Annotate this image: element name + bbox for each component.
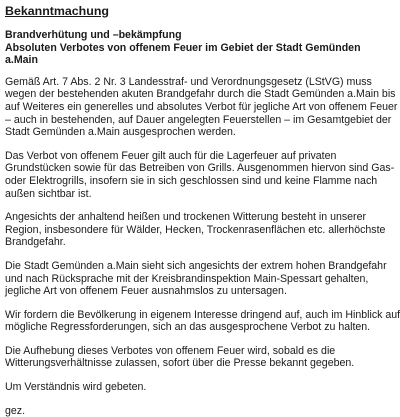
- text-line: und nach Rücksprache mit der Kreisbrandinspektion Main-Spessart gehalten,: [5, 272, 369, 285]
- text-line: Witterungsverhältnisse zulassen, sofort über die Presse bekannt gegeben.: [5, 357, 355, 370]
- paragraph-lifting-notice: [5, 345, 395, 370]
- document-heading: Bekanntmachung: [5, 4, 109, 18]
- text-line: Die Stadt Gemünden a.Main sieht sich angesichts der extrem hohen Brandgefahr: [5, 259, 387, 272]
- text-line: mögliche Regressforderungen, sich an das ausgesprochene Verbot zu halten.: [5, 321, 371, 334]
- text-line: Um Verständnis wird gebeten.: [5, 381, 147, 394]
- text-line: auf Weiteres ein generelles und absolutes Verbot für jegliche Art von offenem Feuer: [5, 100, 398, 113]
- text-line: außen sichtbar ist.: [5, 187, 92, 200]
- text-line: Brandgefahr.: [5, 236, 66, 249]
- text-line: Angesichts der anhaltend heißen und trockenen Witterung besteht in unserer: [5, 211, 366, 224]
- text-line: Das Verbot von offenem Feuer gilt auch für die Lagerfeuer auf privaten: [5, 149, 337, 162]
- paragraph-city-decision: [5, 260, 395, 298]
- text-line: Gemäß Art. 7 Abs. 2 Nr. 3 Landesstraf- und Verordnungsgesetz (LStVG) muss: [5, 75, 372, 88]
- paragraph-weather-risk: [5, 211, 395, 249]
- document-subheading-title: Absoluten Verbotes von offenem Feuer im Gebiet der Stadt Gemünden a.Main: [5, 41, 361, 67]
- paragraph-legal-basis: [5, 75, 398, 139]
- text-line: Grundstücken sowie für das Betreiben von Grills. Ausgenommen hiervon sind Gas-: [5, 162, 395, 175]
- text-line: Stadt Gemünden a.Main ausgesprochen werden.: [5, 126, 236, 139]
- text-line: jegliche Art von offenem Feuer ausnahmslos zu untersagen.: [5, 285, 287, 298]
- paragraph-public-appeal: [5, 308, 400, 334]
- text-line: Die Aufhebung dieses Verbotes von offenem Feuer wird, sobald es die: [5, 344, 336, 357]
- text-line: oder Elektrogrills, insofern sie in sich geschlossen sind und keine Flamme nach: [5, 174, 378, 187]
- text-line: – auch in bestehenden, auf Dauer angelegten Feuerstellen – im Gesamtgebiet der: [5, 113, 392, 126]
- text-line: wegen der bestehenden akuten Brandgefahr durch die Stadt Gemünden a.Main bis: [5, 88, 396, 101]
- paragraph-grill-rules: [5, 150, 395, 200]
- paragraph-closing: [5, 381, 395, 394]
- text-line: Wir fordern die Bevölkerung in eigenem Interesse dringend auf, auch im Hinblick auf: [5, 308, 400, 321]
- signature-line: gez.: [5, 404, 26, 417]
- document-subheading-topic: Brandverhütung und –bekämpfung: [5, 29, 182, 41]
- document-page: [5, 4, 400, 417]
- text-line: Region, insbesondere für Wälder, Hecken, Trockenrasenflächen etc. allerhöchste: [5, 223, 386, 236]
